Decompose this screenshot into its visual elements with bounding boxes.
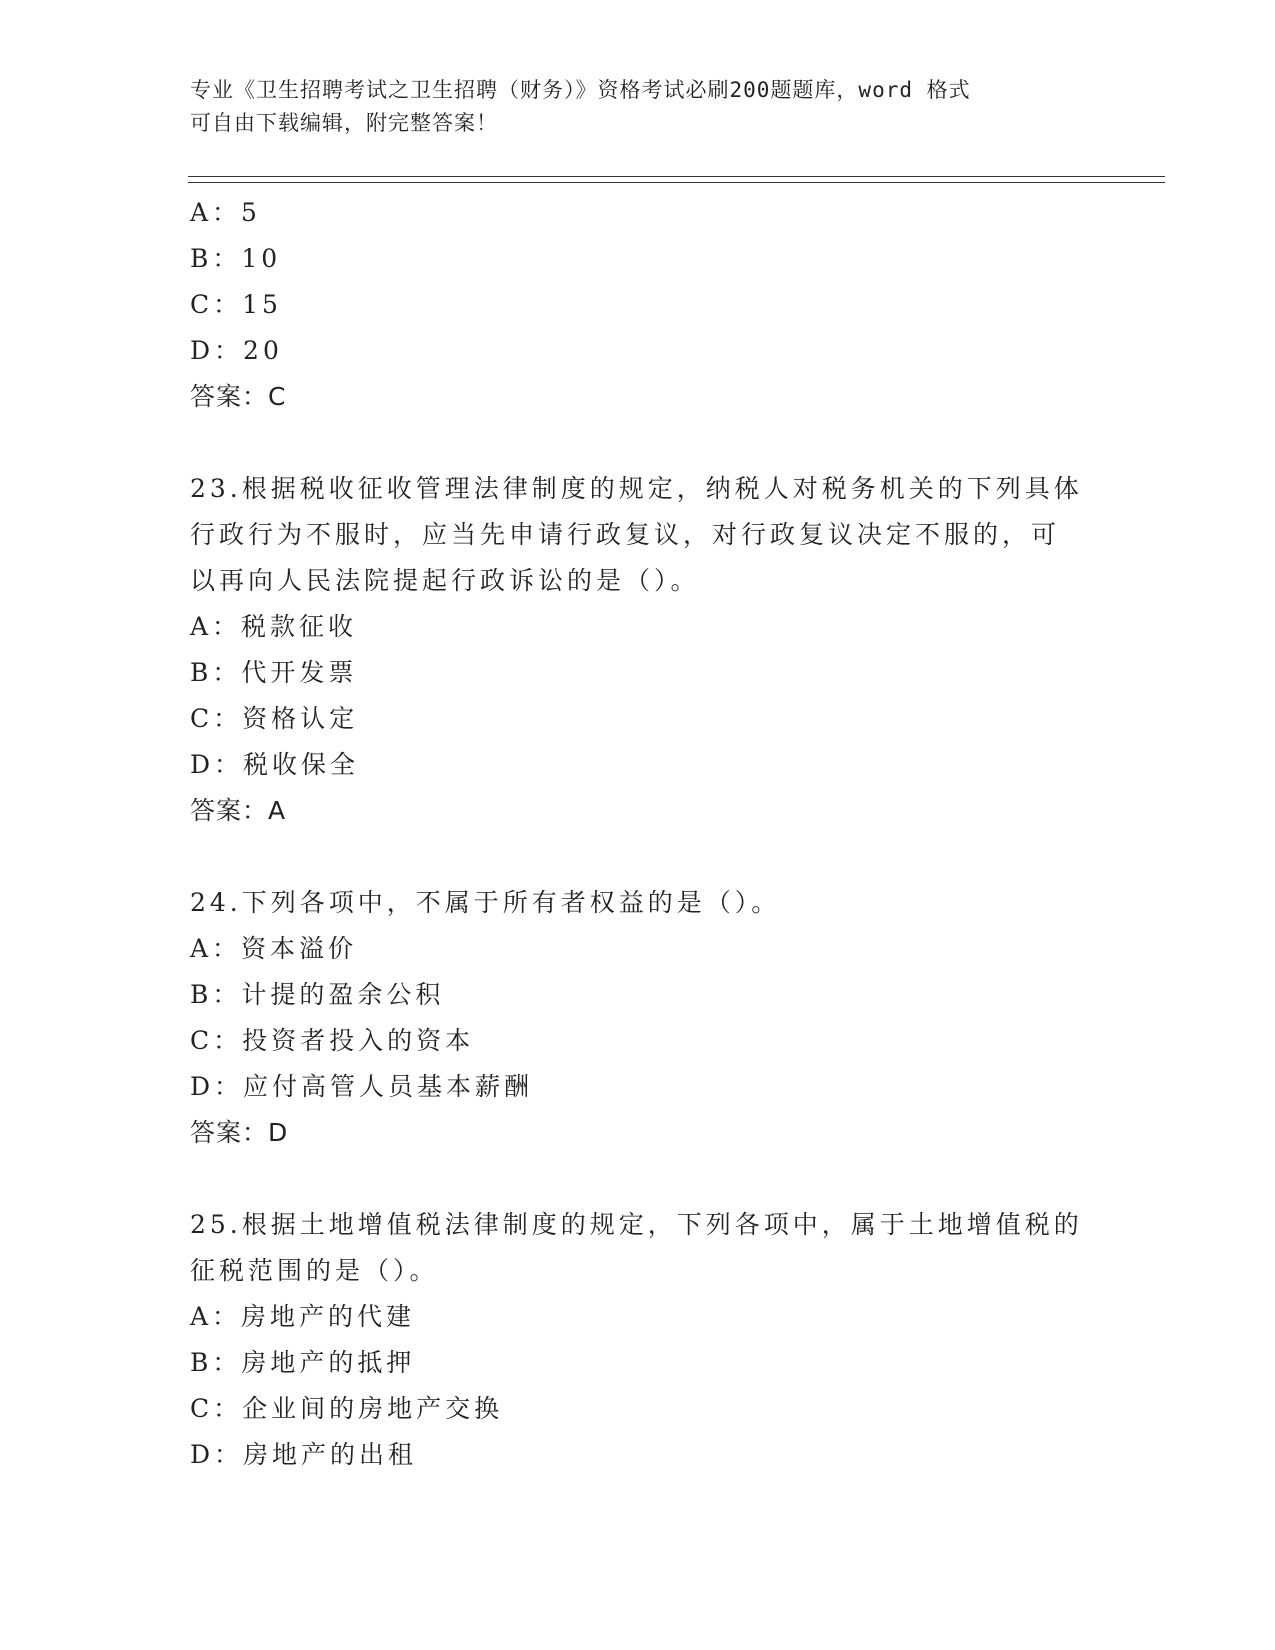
question-block-25 <box>190 1202 1090 1478</box>
spacer <box>190 1156 1090 1202</box>
option-c: C：资格认定 <box>190 704 359 733</box>
option-b: B：房地产的抵押 <box>190 1348 416 1377</box>
answer: 答案：A <box>190 796 287 825</box>
question-text: 25.根据土地增值税法律制度的规定，下列各项中，属于土地增值税的 <box>190 1210 1083 1239</box>
option-c: C：企业间的房地产交换 <box>190 1394 504 1423</box>
question-text: 征税范围的是（）。 <box>190 1256 439 1285</box>
option-b: B：计提的盈余公积 <box>190 980 445 1009</box>
header-divider-top <box>188 176 1165 177</box>
option-d: D：20 <box>190 336 283 365</box>
option-a: A：资本溢价 <box>190 934 358 963</box>
question-block-24 <box>190 880 1090 1156</box>
question-block-23 <box>190 466 1090 834</box>
document-header <box>190 74 1090 140</box>
spacer <box>190 420 1090 466</box>
question-text: 23.根据税收征收管理法律制度的规定，纳税人对税务机关的下列具体 <box>190 474 1083 503</box>
option-b: B：代开发票 <box>190 658 358 687</box>
option-a: A：税款征收 <box>190 612 358 641</box>
option-d: D：税收保全 <box>190 750 360 779</box>
answer: 答案：D <box>190 1118 289 1147</box>
header-line-2: 可自由下载编辑，附完整答案！ <box>190 111 498 135</box>
option-d: D：应付高管人员基本薪酬 <box>190 1072 534 1101</box>
header-divider-bottom <box>188 182 1165 183</box>
option-a: A：房地产的代建 <box>190 1302 416 1331</box>
question-text: 以再向人民法院提起行政诉讼的是（）。 <box>190 566 700 595</box>
question-text: 行政行为不服时，应当先申请行政复议，对行政复议决定不服的，可 <box>190 520 1061 549</box>
option-c: C：投资者投入的资本 <box>190 1026 475 1055</box>
option-b: B：10 <box>190 244 282 273</box>
question-text: 24.下列各项中，不属于所有者权益的是（）。 <box>190 888 781 917</box>
option-d: D：房地产的出租 <box>190 1440 418 1469</box>
question-list <box>190 190 1090 1478</box>
option-c: C：15 <box>190 290 282 319</box>
spacer <box>190 834 1090 880</box>
question-block-partial <box>190 190 1090 420</box>
answer: 答案：C <box>190 382 287 411</box>
option-a: A：5 <box>190 198 261 227</box>
header-line-1: 专业《卫生招聘考试之卫生招聘（财务）》资格考试必刷200题题库，word 格式 <box>190 78 971 102</box>
